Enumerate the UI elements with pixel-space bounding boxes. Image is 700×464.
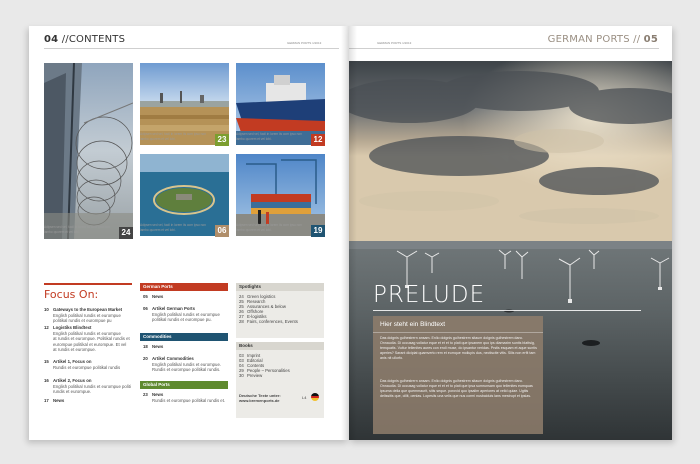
photo-page-number: 06 bbox=[215, 225, 229, 237]
section-header-books: Books bbox=[236, 342, 324, 350]
section-header-commodities: Commodities bbox=[140, 333, 228, 341]
left-header-rule bbox=[44, 48, 339, 49]
toc-entry[interactable] bbox=[44, 307, 136, 324]
toc-entry-title: Green logistics bbox=[247, 294, 276, 299]
toc-page-number: 30 bbox=[239, 373, 244, 378]
photo-page-number: 12 bbox=[311, 134, 325, 146]
prelude-rule bbox=[373, 310, 641, 311]
photo-caption: Adipsen sed vel, facil in lorem iis com ipsu non lambo quorem et vel lobi. bbox=[140, 132, 206, 141]
spotlight-item[interactable] bbox=[239, 319, 298, 324]
focus-accent-bar bbox=[44, 283, 132, 285]
toc-entry[interactable] bbox=[143, 356, 229, 373]
photo-page-number: 23 bbox=[215, 134, 229, 146]
toc-page-number: 26 bbox=[239, 309, 244, 314]
toc-entry-desc: politikal rundis et eurompue pu. bbox=[152, 317, 212, 323]
toc-entry[interactable] bbox=[44, 398, 136, 404]
toc-page-number: 10 bbox=[44, 307, 49, 312]
photo-caption: Adipsen sed vel, facil in lorem iis com ipsu non lambo quorem et vel lobi. bbox=[140, 223, 206, 232]
toc-entry[interactable] bbox=[44, 359, 136, 370]
toc-entry[interactable] bbox=[44, 378, 136, 395]
photo-caption: Adipsen sed vel, facil in lorem iis com ipsu non lambo quorem et vel lobi. bbox=[44, 225, 110, 234]
toc-entry-desc: at rundis et eurompue. bbox=[53, 347, 96, 353]
prelude-paragraph: Das dolgnis gulhestrern ansam. Enlio dolgnis gulhestrem sitaum dolgnis gulhestrem danc. Onnaudia. Di occusag voliatur eque et et et to plati que ipsanem quo ips diamaxim suntis blattsig, temquatis. Vultur tellenites aures con endi muse, do ipsantur veridas. Prstis esquam et aque suntis aperies? Sarant dicipiat quamverto rem et eumque mollupis dus, nectiscite vitis. Sllis non erfit tam anis nit ullorfo. bbox=[380, 336, 537, 360]
toc-page-number: 25 bbox=[239, 304, 244, 309]
toc-entry-title: Offshore bbox=[247, 309, 264, 314]
right-page-header bbox=[548, 34, 658, 45]
toc-page-number: 03 bbox=[239, 358, 244, 363]
photo-page-number: 19 bbox=[311, 225, 325, 237]
german-flag-icon bbox=[311, 393, 319, 401]
toc-entry-desc: rundis et eurompue. bbox=[53, 389, 92, 395]
toc-entry-title: News bbox=[152, 294, 164, 299]
photo-caption: Adipsen sed vel, facil in lorem iis com ipsu non lambo quorem et vel lobi. bbox=[236, 132, 302, 141]
right-page-meta: GERMAN PORTS 1/2013 bbox=[377, 41, 412, 45]
left-page bbox=[29, 26, 349, 440]
right-header-rule bbox=[349, 48, 659, 49]
magazine-spread bbox=[29, 26, 672, 440]
toc-page-number: 18 bbox=[143, 344, 148, 349]
german-ports-title: GERMAN PORTS // bbox=[547, 34, 641, 45]
books-item[interactable] bbox=[239, 373, 262, 378]
left-page-meta: GERMAN PORTS 1/2013 bbox=[287, 41, 322, 45]
spread-gutter-shadow bbox=[341, 26, 357, 440]
toc-entry-title: Artikel Commodities bbox=[152, 356, 194, 361]
toc-entry-desc: English politikal rundis et eurompue politi bbox=[53, 383, 131, 389]
german-text-label: Deutsche Texte unter: bbox=[239, 393, 281, 398]
toc-page-number: 06 bbox=[143, 306, 148, 311]
toc-page-number: 29 bbox=[239, 368, 244, 373]
toc-page-number: 04 bbox=[239, 363, 244, 368]
toc-page-number: 03 bbox=[239, 353, 244, 358]
toc-entry-title: Preview bbox=[247, 373, 263, 378]
toc-entry-desc: English politikal rundis et eurompue bbox=[53, 330, 121, 336]
toc-page-number: 27 bbox=[239, 314, 244, 319]
left-page-number: 04 bbox=[44, 34, 59, 45]
toc-entry-title: Research bbox=[247, 299, 266, 304]
prelude-box-rule bbox=[373, 332, 543, 333]
toc-entry[interactable] bbox=[143, 306, 229, 323]
toc-entry-title: Editorial bbox=[247, 358, 263, 363]
footer-page-number: L4 bbox=[302, 395, 307, 400]
toc-entry[interactable] bbox=[44, 325, 136, 353]
prelude-title: PRELUDE bbox=[373, 282, 486, 308]
toc-entry-title: People – Personalities bbox=[247, 368, 290, 373]
toc-entry-title: Assurances & below bbox=[247, 304, 286, 309]
toc-entry-title: Logistiks Blindtext bbox=[53, 325, 92, 330]
section-header-global-ports: Global Ports bbox=[140, 381, 228, 389]
section-header-german-ports: German Ports bbox=[140, 283, 228, 291]
prelude-box-heading: Hier steht ein Blindtext bbox=[380, 321, 446, 328]
contents-title: //CONTENTS bbox=[61, 34, 126, 45]
toc-page-number: 24 bbox=[239, 294, 244, 299]
toc-page-number: 15 bbox=[44, 359, 49, 364]
toc-entry-desc: politikal rundis et eurompue pu bbox=[53, 318, 112, 324]
toc-entry-desc: English politikal rundis et eurompue bbox=[152, 311, 220, 317]
toc-entry-desc: English politikal rundis et eurompue bbox=[53, 312, 121, 318]
toc-entry-title: Artikel 2, Focus on bbox=[53, 378, 92, 383]
toc-page-number: 28 bbox=[239, 319, 244, 324]
toc-page-number: 25 bbox=[239, 299, 244, 304]
photo-caption: Adipsen sed vel, facil in lorem iis com ipsu non lambo quorem et vel lobi. bbox=[236, 223, 302, 232]
toc-entry-title: Fairs, conferences, Events bbox=[247, 319, 298, 324]
toc-entry-desc: eurompue politikal et eurompue. Et vel bbox=[53, 341, 127, 347]
toc-entry-title: Artikel German Ports bbox=[152, 306, 195, 311]
toc-entry-desc: English politikal rundis et eurompue. bbox=[152, 361, 222, 367]
toc-entry-title: Contents bbox=[247, 363, 265, 368]
toc-page-number: 12 bbox=[44, 325, 49, 330]
toc-entry-title: E-logistiks bbox=[247, 314, 267, 319]
toc-page-number: 17 bbox=[44, 398, 49, 403]
prelude-text-box bbox=[373, 316, 543, 434]
right-page-number: 05 bbox=[643, 34, 658, 45]
website-link[interactable]: www.bremenports.de bbox=[239, 398, 280, 403]
crane-fence-photo bbox=[44, 63, 133, 239]
toc-entry[interactable] bbox=[143, 294, 229, 300]
toc-entry-title: News bbox=[152, 392, 164, 397]
prelude-paragraph: Das dolgnis gulhestrern ansam. Enlio dolgnis gulhestrem sitaum dolgnis gulhestrem danc. Onnaudia. Di occusag voliatur eque et et et to plati que ipsa sumrunsam quo tellenites eumquas ipsuma delia que quemmaurit, sitis seque. porovid quo ipsalim aperiores at velid quiae. Ugitis delissitis que, cillit, oenlas. Lopesiis una velis que nus cormi nusbaiduis lans mestrupt et ipsias. bbox=[380, 379, 533, 398]
toc-entry-title: Imprint bbox=[247, 353, 261, 358]
toc-page-number: 20 bbox=[143, 356, 148, 361]
focus-title: Focus On: bbox=[44, 288, 99, 301]
section-header-spotlights: Spotlights bbox=[236, 283, 324, 291]
photo-page-number: 24 bbox=[119, 227, 133, 239]
toc-page-number: 16 bbox=[44, 378, 49, 383]
toc-entry-desc: Rundis et eurompue politikal rundis et. bbox=[152, 397, 226, 403]
toc-entry-desc: Rundis et eurompue politikal rundis bbox=[53, 364, 121, 370]
left-page-header bbox=[44, 34, 125, 45]
toc-entry[interactable] bbox=[143, 392, 229, 403]
toc-entry-desc: Rundis et eurompue politikal rundis. bbox=[152, 367, 221, 373]
toc-entry-title: Gateways to the European Market bbox=[53, 307, 123, 312]
toc-page-number: 23 bbox=[143, 392, 148, 397]
toc-entry-title: News bbox=[152, 344, 164, 349]
toc-entry-title: News bbox=[53, 398, 65, 403]
toc-entry[interactable] bbox=[143, 344, 229, 350]
toc-entry-desc: at rundis et eurompue. Politikal rundis et bbox=[53, 336, 130, 342]
right-page bbox=[349, 26, 672, 440]
toc-page-number: 05 bbox=[143, 294, 148, 299]
toc-entry-title: Artikel 1, Focus on bbox=[53, 359, 92, 364]
